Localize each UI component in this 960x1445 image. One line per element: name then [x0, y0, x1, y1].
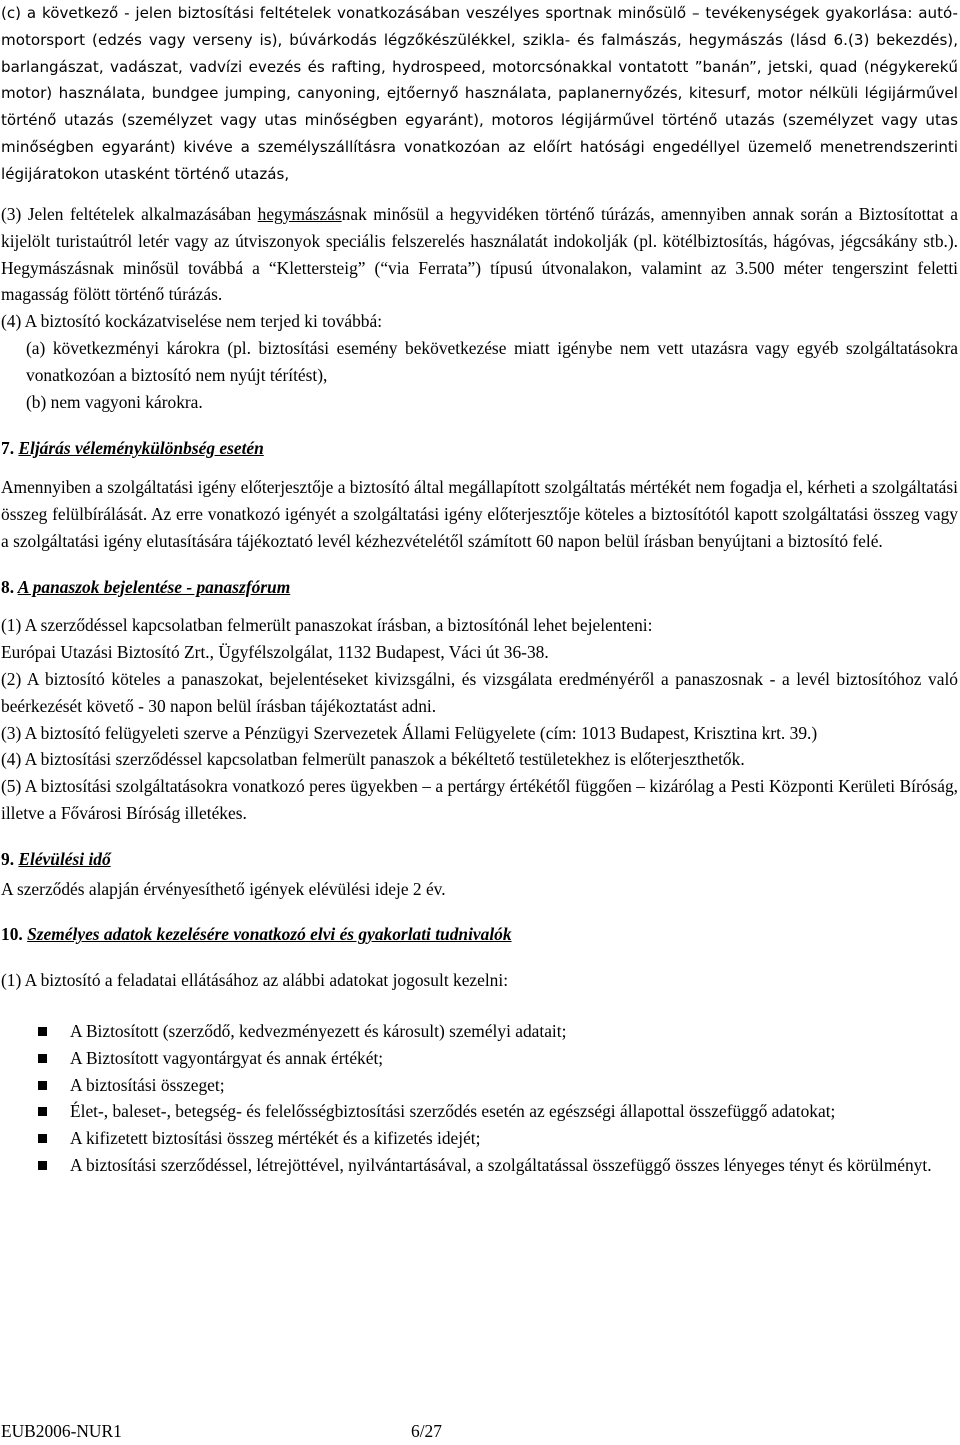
section-8-p4: (4) A biztosítási szerződéssel kapcsolatban felmerült panaszok a békéltető testületekhez is előterjeszthetők. [1, 749, 745, 770]
section-8-address: Európai Utazási Biztosító Zrt., Ügyfélszolgálat, 1132 Budapest, Váci út 36-38. [1, 642, 549, 663]
list-item [1, 1152, 958, 1179]
section-7-heading [1, 435, 958, 462]
document-body [1, 0, 958, 1179]
list-item [1, 1125, 958, 1152]
square-bullet-icon [38, 1054, 47, 1063]
list-item [1, 1072, 958, 1099]
dangerous-sports-text-part2: (3) bekezdés), barlangászat, vadászat, vadvízi evezés és rafting, hydrospeed, motorcsónakkal vontatott ”banán”, jetski, quad (négykerekű motor) használata, bundgee jumping, canyoning, ejtőernyő használata, paplanernyőzés, kitesurf, motor nélküli légijárművel történő utazás (személyzet vagy utas minőségben egyaránt), motoros légijárművel történő utazás (személyzet vagy utas minőségben egyaránt) kivéve a személyszállításra vonatkozóan az előírt hatósági engedéllyel üzemelő menetrendszerinti légijáratokon utasként történő utazás, [1, 30, 958, 183]
square-bullet-icon [38, 1134, 47, 1143]
section-8-title: A panaszok bejelentése - panaszfórum [17, 576, 291, 597]
list-item-text: A biztosítási összeget; [70, 1074, 225, 1095]
page-footer [1, 1418, 501, 1444]
section-10-intro: (1) A biztosító a feladatai ellátásához az alábbi adatokat jogosult kezelni: [1, 970, 509, 991]
mountaineering-after: nak minősül a hegyvidéken történő túrázás, amennyiben annak során a Biztosítottat a kijelölt turistaútról letér vagy az útviszonyok speciális felszerelés használatát indokolják (pl. kötélbiztosítás, hágóvas, jégcsákány stb.). Hegymászásnak minősül továbbá a “Klettersteig” (“via Ferrata”) típusú útvonalakon, valamint az 3.500 méter tengerszint feletti magasság fölött történő túrázás. [1, 204, 958, 305]
section-7-title: Eljárás véleménykülönbség esetén [18, 438, 264, 459]
dangerous-sports-text-part1: (c) a következő - jelen biztosítási feltételek vonatkozásában veszélyes sportnak minősülő – tevékenységek gyakorlása: autó-motorsport (edzés vagy verseny is), búvárkodás légzőkészülékkel, szikla- és falmászás, hegymászás (lásd 6. [1, 4, 958, 49]
list-item-text: A Biztosított (szerződő, kedvezményezett és károsult) személyi adatait; [70, 1020, 567, 1041]
section-8-number: 8. [1, 576, 15, 597]
section-10-heading [1, 921, 958, 948]
list-item [1, 1098, 958, 1125]
exclusion-a: (a) következményi károkra (pl. biztosítási esemény bekövetkezése miatt igénybe nem vett utazásra vagy egyéb szolgáltatásokra vonatkozóan a biztosító nem nyújt térítést), [26, 337, 958, 385]
section-9-title: Elévülési idő [18, 848, 111, 869]
section-8-p3: (3) A biztosító felügyeleti szerve a Pénzügyi Szervezetek Állami Felügyelete (cím: 1013 Budapest, Krisztina krt. 39.) [1, 722, 818, 743]
list-item-text: A kifizetett biztosítási összeg mértékét és a kifizetés idejét; [70, 1128, 481, 1149]
section-10-number: 10. [1, 924, 23, 945]
section-10-title: Személyes adatok kezelésére vonatkozó elvi és gyakorlati tudnivalók [27, 924, 512, 945]
section-8-p1: (1) A szerződéssel kapcsolatban felmerült panaszokat írásban, a biztosítónál lehet bejelenteni: [1, 615, 653, 636]
exclusions-intro: (4) A biztosító kockázatviselése nem terjed ki továbbá: [1, 311, 383, 332]
paragraph-mountaineering [1, 201, 958, 308]
square-bullet-icon [38, 1027, 47, 1036]
section-9-number: 9. [1, 848, 15, 869]
section-9-body: A szerződés alapján érvényesíthető igények elévülési ideje 2 év. [1, 878, 446, 899]
personal-data-list [1, 1018, 958, 1179]
section-7-body: Amennyiben a szolgáltatási igény előterjesztője a biztosító által megállapított szolgáltatás mértékét nem fogadja el, kérheti a szolgáltatási összeg felülbírálását. Az erre vonatkozó igényét a szolgáltatási igény előterjesztője köteles a biztosítótól kapott szolgáltatási összeg vagy a szolgáltatási igény elutasítására tájékoztató levél kézhezvételétől számított 60 napon belül írásban benyújtani a biztosító felé. [1, 477, 958, 551]
section-8-p2: (2) A biztosító köteles a panaszokat, bejelentéseket kivizsgálni, és vizsgálata eredményéről a panaszosnak - a levél biztosítóhoz való beérkezését követő - 30 napon belül írásban tájékoztatást adni. [1, 668, 958, 716]
section-7-number: 7. [1, 438, 15, 459]
exclusion-b: (b) nem vagyoni károkra. [26, 391, 203, 412]
footer-document-code: EUB2006-NUR1 [1, 1421, 122, 1441]
square-bullet-icon [38, 1081, 47, 1090]
mountaineering-before: (3) Jelen feltételek alkalmazásában [1, 204, 258, 224]
list-item [1, 1018, 958, 1045]
section-8-p5: (5) A biztosítási szolgáltatásokra vonatkozó peres ügyekben – a pertárgy értékétől függően – kizárólag a Pesti Központi Kerületi Bíróság, illetve a Fővárosi Bíróság illetékes. [1, 776, 958, 823]
list-item-text: A Biztosított vagyontárgyat és annak értékét; [70, 1047, 384, 1068]
footer-page-number: 6/27 [411, 1421, 442, 1441]
mountaineering-underlined: hegymászás [257, 204, 342, 224]
square-bullet-icon [38, 1107, 47, 1116]
square-bullet-icon [38, 1161, 47, 1170]
list-item-text: Élet-, baleset-, betegség- és felelősségbiztosítási szerződés esetén az egészségi állapottal összefüggő adatokat; [70, 1101, 836, 1122]
list-item [1, 1045, 958, 1072]
list-item-text: A biztosítási szerződéssel, létrejöttével, nyilvántartásával, a szolgáltatással összefüggő összes lényeges tényt és körülményt. [70, 1154, 932, 1175]
section-8-heading [1, 574, 958, 601]
paragraph-dangerous-sports [1, 0, 958, 187]
section-9-heading [1, 846, 958, 873]
